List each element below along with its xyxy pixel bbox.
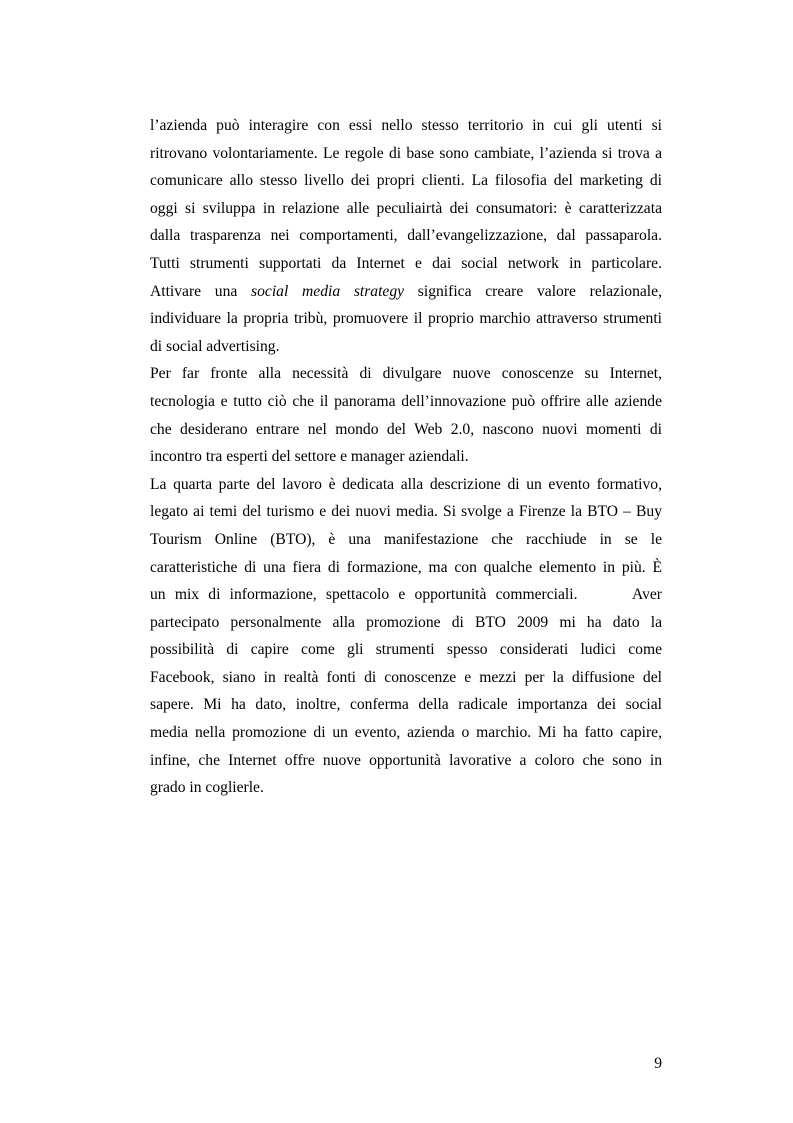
text-line: legato ai temi del turismo e dei nuovi media. Si svolge a Firenze la BTO – Buy: [150, 503, 662, 521]
text-line: partecipato personalmente alla promozione di BTO 2009 mi ha dato la: [150, 613, 662, 631]
text-segment: Attivare una: [150, 282, 238, 300]
text-line: incontro tra esperti del settore e manager aziendali.: [150, 448, 469, 466]
paragraph-2: [150, 360, 662, 470]
text-line-with-italic: [150, 278, 662, 306]
text-line: dalla trasparenza nei comportamenti, dall’evangelizzazione, dal passaparola.: [150, 227, 662, 245]
text-segment: significa creare valore relazionale,: [417, 282, 662, 300]
text-line: che desiderano entrare nel mondo del Web 2.0, nascono nuovi momenti di: [150, 420, 662, 438]
text-line: La quarta parte del lavoro è dedicata alla descrizione di un evento formativo,: [150, 475, 662, 493]
text-line: tecnologia e tutto ciò che il panorama dell’innovazione può offrire alle aziende: [150, 392, 662, 410]
text-line: caratteristiche di una fiera di formazione, ma con qualche elemento in più. È: [150, 558, 662, 576]
text-line: grado in coglierle.: [150, 779, 264, 797]
text-line: individuare la propria tribù, promuovere il proprio marchio attraverso strumenti: [150, 310, 662, 328]
text-line: Facebook, siano in realtà fonti di conoscenze e mezzi per la diffusione del: [150, 668, 662, 686]
text-line: sapere. Mi ha dato, inoltre, conferma della radicale importanza dei social: [150, 696, 662, 714]
text-line: possibilità di capire come gli strumenti spesso considerati ludici come: [150, 641, 662, 659]
paragraph-1: [150, 112, 662, 360]
body-text: [150, 112, 662, 802]
text-line: infine, che Internet offre nuove opportunità lavorative a coloro che sono in: [150, 751, 662, 769]
text-line: comunicare allo stesso livello dei propri clienti. La filosofia del marketing di: [150, 172, 662, 190]
text-line: Tourism Online (BTO), è una manifestazione che racchiude in se le: [150, 530, 662, 548]
text-line: media nella promozione di un evento, azienda o marchio. Mi ha fatto capire,: [150, 724, 662, 742]
paragraph-3: [150, 471, 662, 802]
text-line: un mix di informazione, spettacolo e opportunità commerciali. Aver: [150, 586, 662, 604]
text-line: Tutti strumenti supportati da Internet e dai social network in particolare.: [150, 254, 662, 272]
italic-term: social media strategy: [251, 282, 405, 300]
text-line: Per far fronte alla necessità di divulgare nuove conoscenze su Internet,: [150, 365, 662, 383]
text-line: oggi si sviluppa in relazione alle peculiairtà dei consumatori: è caratterizzata: [150, 199, 662, 217]
text-line: ritrovano volontariamente. Le regole di base sono cambiate, l’azienda si trova a: [150, 144, 662, 162]
text-line: di social advertising.: [150, 337, 280, 355]
page-number: 9: [654, 1055, 662, 1072]
text-line: l’azienda può interagire con essi nello stesso territorio in cui gli utenti si: [150, 117, 662, 134]
